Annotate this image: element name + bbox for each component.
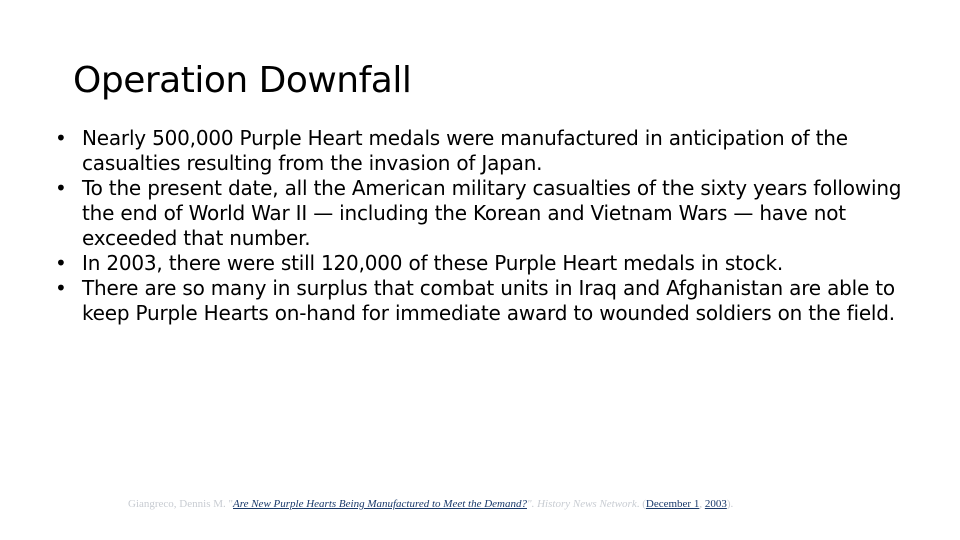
bullet-item: [55, 251, 915, 276]
bullet-item: [55, 176, 915, 251]
bullet-list: [55, 126, 915, 326]
citation-date-link[interactable]: December 1: [645, 498, 700, 510]
bullet-dot-icon: •: [55, 126, 67, 150]
bullet-item: [55, 126, 915, 176]
citation-open-paren: . (: [636, 498, 646, 510]
bullet-dot-icon: •: [55, 176, 67, 200]
citation: [128, 497, 733, 511]
slide-title: Operation Downfall: [73, 60, 412, 101]
bullet-text: To the present date, all the American military casualties of the sixty years following the end of World War II — including the Korean and Vietnam Wars — have not exceeded that number.: [82, 176, 902, 250]
bullet-text: There are so many in surplus that combat units in Iraq and Afghanistan are able to keep Purple Hearts on-hand for immediate award to wounded soldiers on the field.: [82, 276, 895, 325]
bullet-item: [55, 276, 915, 326]
citation-publication: ". History News Network: [526, 498, 637, 510]
bullet-text: Nearly 500,000 Purple Heart medals were manufactured in anticipation of the casualties resulting from the invasion of Japan.: [82, 126, 848, 175]
citation-year-link[interactable]: 2003: [704, 498, 727, 510]
citation-article-link[interactable]: Are New Purple Hearts Being Manufactured to Meet the Demand?: [233, 498, 527, 510]
citation-close-paren: ).: [726, 498, 734, 510]
citation-author: Giangreco, Dennis M. ": [128, 498, 233, 510]
bullet-dot-icon: •: [55, 276, 67, 300]
bullet-text: In 2003, there were still 120,000 of these Purple Heart medals in stock.: [82, 251, 784, 275]
bullet-dot-icon: •: [55, 251, 67, 275]
citation-separator: ,: [699, 498, 705, 510]
